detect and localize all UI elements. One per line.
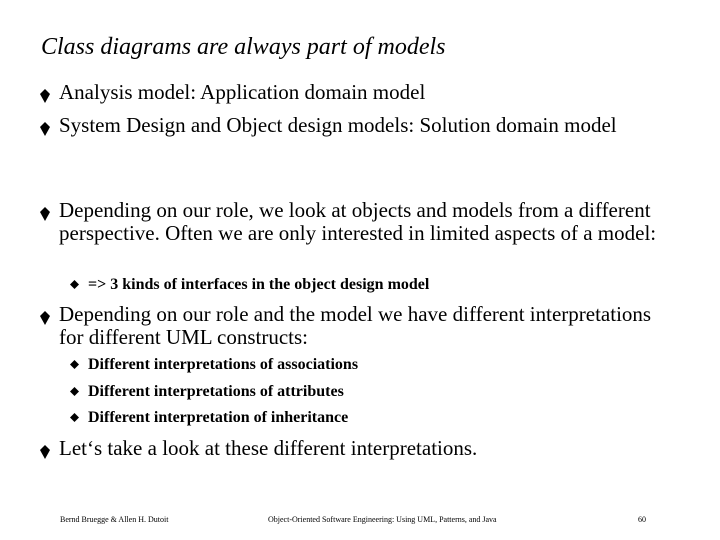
small-diamond-icon: [70, 280, 79, 289]
sub-bullet-text: Different interpretations of associations: [88, 356, 359, 373]
bullet-item: [40, 114, 680, 137]
diamond-bullet-icon: [40, 445, 50, 459]
sub-bullet-item: [70, 355, 670, 375]
diamond-bullet-icon: [40, 89, 50, 103]
diamond-bullet-icon: [40, 122, 50, 136]
small-diamond-icon: [70, 387, 79, 396]
diamond-bullet-icon: [40, 311, 50, 325]
sub-bullet-text: Different interpretations of attributes: [88, 383, 344, 400]
bullet-item: [40, 437, 680, 460]
sub-bullet-text: => 3 kinds of interfaces in the object design model: [88, 276, 430, 293]
diamond-bullet-icon: [40, 207, 50, 221]
sub-bullet-item: [70, 408, 670, 428]
footer-page-number: 60: [638, 515, 646, 524]
footer-authors: Bernd Bruegge & Allen H. Dutoit: [60, 515, 169, 524]
bullet-item: [40, 303, 680, 349]
sub-bullet-item: [70, 275, 670, 295]
slide-title: Class diagrams are always part of models: [41, 34, 446, 60]
bullet-item: [40, 81, 680, 104]
bullet-text: System Design and Object design models: Solution domain model: [59, 113, 617, 137]
sub-bullet-text: Different interpretation of inheritance: [88, 409, 349, 426]
bullet-text: Depending on our role and the model we have different interpretations for different UML constructs:: [59, 302, 652, 349]
bullet-text: Analysis model: Application domain model: [59, 80, 426, 104]
bullet-text: Depending on our role, we look at objects and models from a different perspective. Often we are only interested in limited aspects of a model:: [59, 198, 657, 245]
bullet-item: [40, 199, 680, 245]
small-diamond-icon: [70, 413, 79, 422]
sub-bullet-item: [70, 382, 670, 402]
footer-book-title: Object-Oriented Software Engineering: Using UML, Patterns, and Java: [268, 515, 497, 524]
small-diamond-icon: [70, 360, 79, 369]
bullet-text: Let‘s take a look at these different interpretations.: [59, 436, 478, 460]
